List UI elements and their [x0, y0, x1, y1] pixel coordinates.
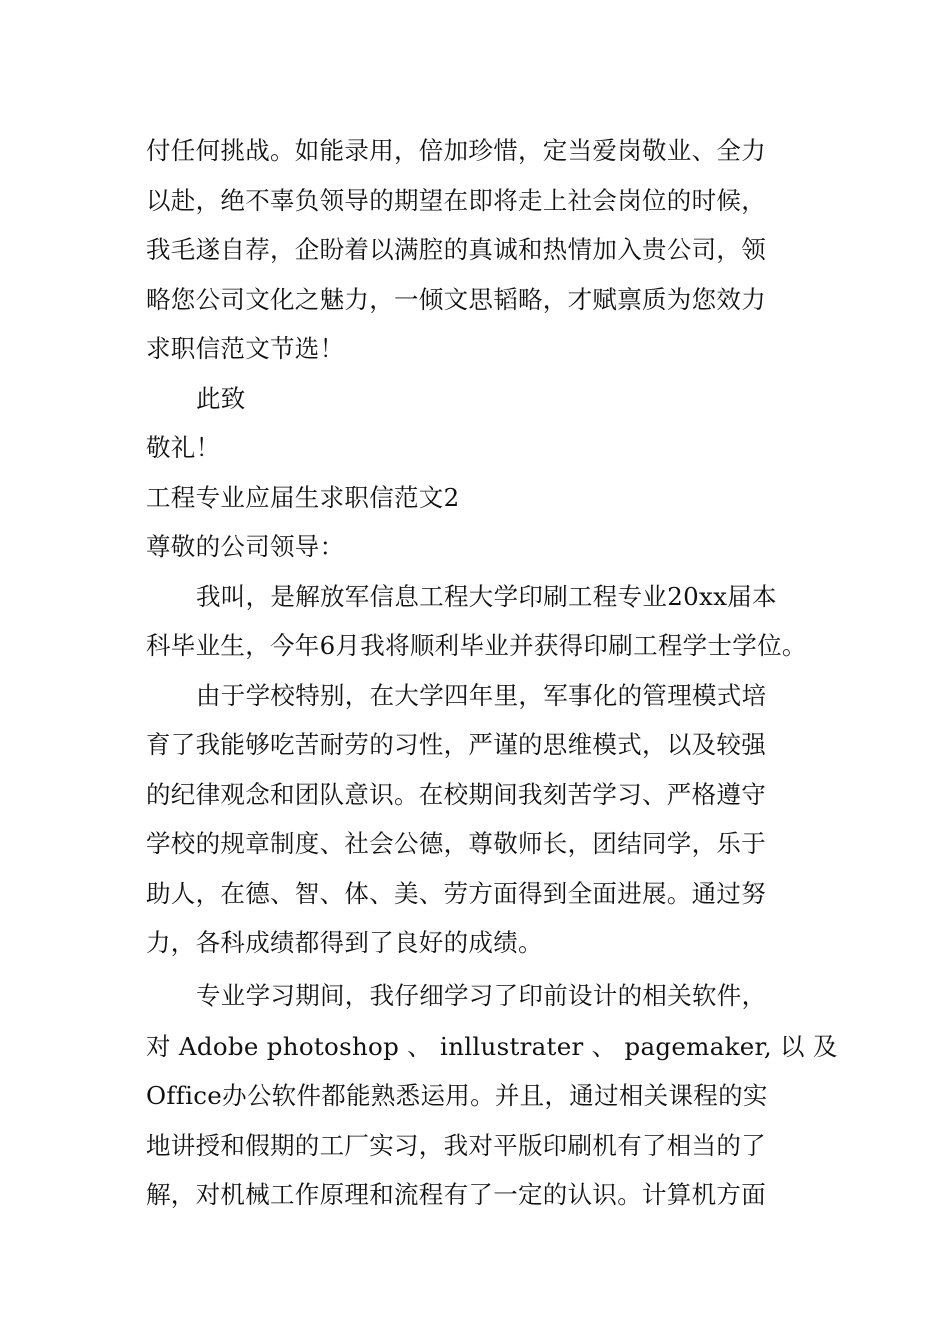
text-line-4: 略您公司文化之魅力，一倾文思韬略，才赋禀质为您效力 [146, 285, 766, 314]
closing-salutation: 此致 [196, 384, 246, 413]
section-title: 工程专业应届生求职信范文2 [146, 483, 460, 512]
text-line-13: 育了我能够吃苦耐劳的习性，严谨的思维模式，以及较强 [146, 730, 766, 759]
text-line-14: 的纪律观念和团队意识。在校期间我刻苦学习、严格遵守 [146, 780, 766, 809]
text-line-21: 地讲授和假期的工厂实习，我对平版印刷机有了相当的了 [146, 1131, 766, 1160]
text-line-20: Office办公软件都能熟悉运用。并且，通过相关课程的实 [146, 1081, 768, 1110]
text-line-16: 助人，在德、智、体、美、劳方面得到全面进展。通过努 [146, 879, 766, 908]
text-line-5: 求职信范文节选！ [146, 334, 345, 363]
text-line-19: 对 Adobe photoshop 、 inllustrater 、 pagemaker, 以 及 [146, 1032, 838, 1061]
text-line-15: 学校的规章制度、社会公德，尊敬师长，团结同学，乐于 [146, 829, 766, 858]
text-line-11: 科毕业生，今年6月我将顺利毕业并获得印刷工程学士学位。 [146, 631, 807, 660]
text-line-3: 我毛遂自荐，企盼着以满腔的真诚和热情加入贵公司，领 [146, 235, 766, 264]
text-line-22: 解，对机械工作原理和流程有了一定的认识。计算机方面 [146, 1180, 766, 1209]
greeting-line: 尊敬的公司领导： [146, 532, 345, 561]
text-line-17: 力，各科成绩都得到了良好的成绩。 [146, 928, 543, 957]
text-line-12: 由于学校特别，在大学四年里，军事化的管理模式培 [196, 681, 767, 710]
text-line-1: 付任何挑战。如能录用，倍加珍惜，定当爱岗敬业、全力 [146, 136, 766, 165]
text-line-2: 以赴，绝不辜负领导的期望在即将走上社会岗位的时候， [146, 186, 766, 215]
text-line-18: 专业学习期间，我仔细学习了印前设计的相关软件， [196, 981, 767, 1010]
closing-regards: 敬礼！ [146, 433, 221, 462]
text-line-10: 我叫，是解放军信息工程大学印刷工程专业20xx届本 [196, 582, 777, 611]
